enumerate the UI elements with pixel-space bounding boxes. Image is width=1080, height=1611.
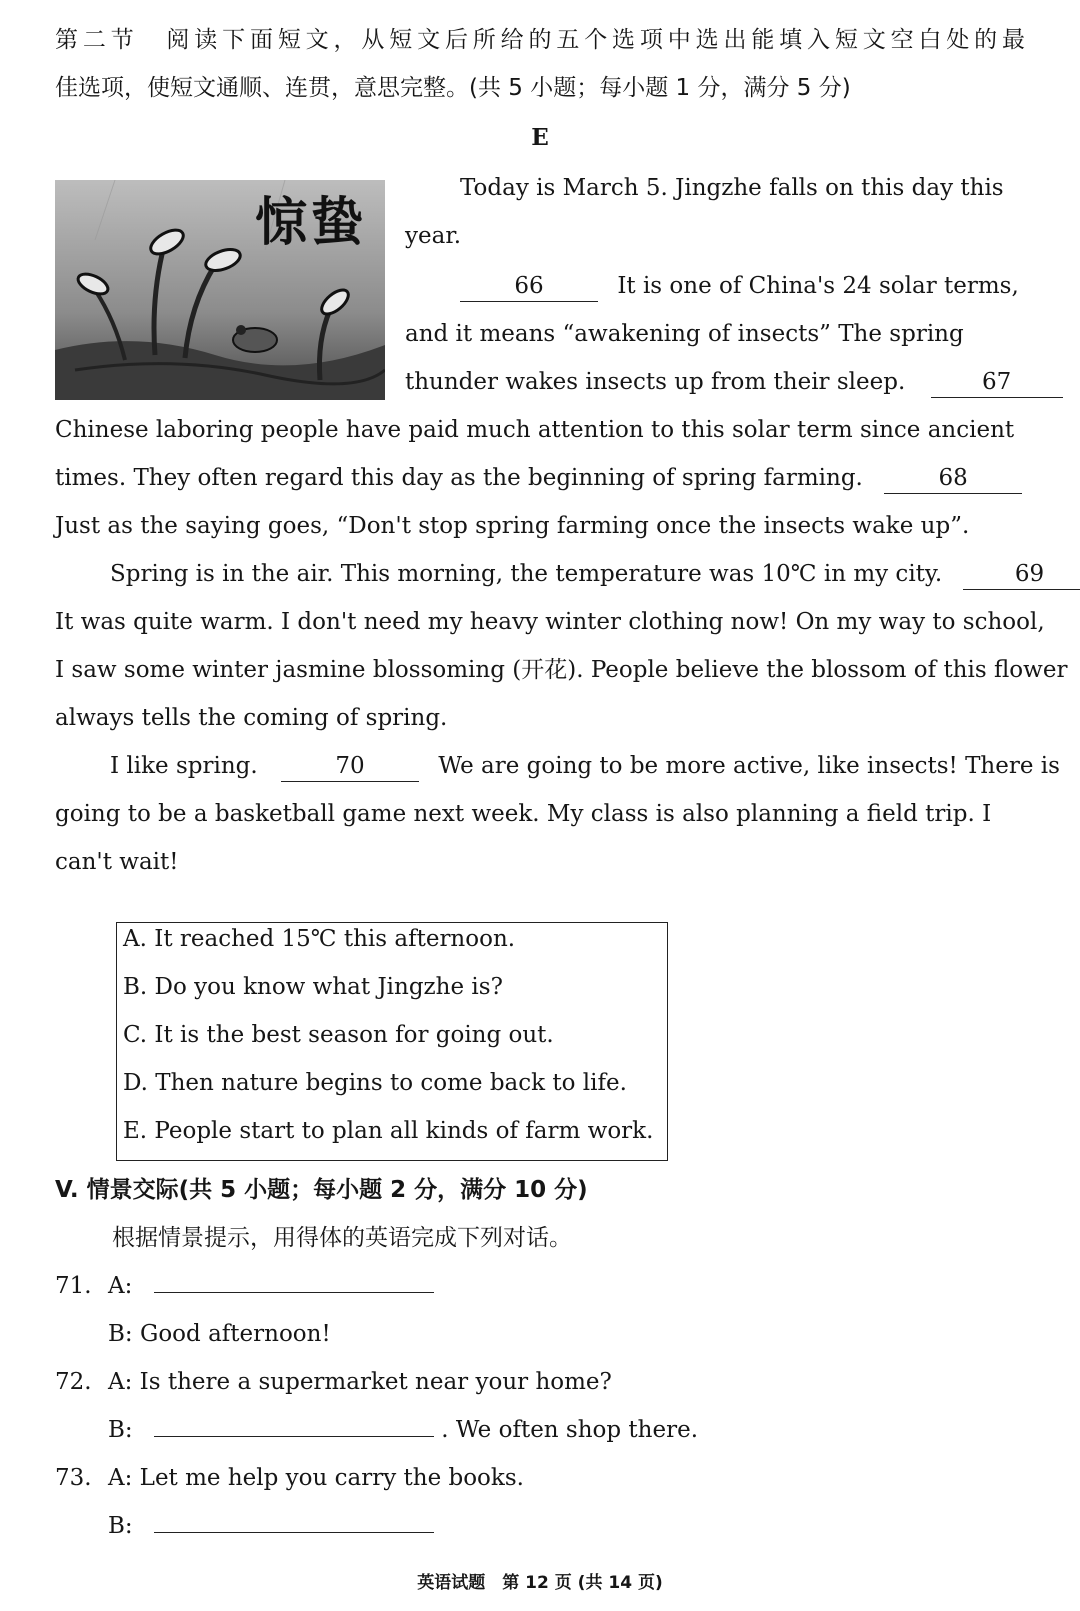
q73-line-b — [108, 1502, 608, 1550]
blank-70[interactable]: 70 — [281, 751, 419, 782]
passage-line-7-text: times. They often regard this day as the beginning of spring farming. — [55, 465, 863, 491]
q73-number: 73. — [55, 1465, 92, 1491]
part5-instruction: 根据情景提示，用得体的英语完成下列对话。 — [112, 1225, 572, 1251]
illustration-title: 惊蛰 — [255, 192, 368, 253]
passage-line-2: year. — [405, 223, 462, 249]
option-b[interactable]: B. Do you know what Jingzhe is? — [123, 974, 503, 1000]
q72-answer-blank[interactable] — [154, 1436, 434, 1437]
section-instruction-line1: 第二节 阅读下面短文，从短文后所给的五个选项中选出能填入短文空白处的最 — [55, 27, 1025, 53]
q73-line-a: A: Let me help you carry the books. — [108, 1465, 524, 1491]
option-a[interactable]: A. It reached 15℃ this afternoon. — [123, 926, 516, 952]
q72-line-b — [108, 1406, 808, 1454]
q72-speaker-b: B: — [108, 1417, 133, 1443]
passage-line-4: and it means “awakening of insects” The spring — [405, 321, 964, 347]
option-e[interactable]: E. People start to plan all kinds of farm work. — [123, 1118, 654, 1144]
passage-line-3 — [405, 262, 1025, 310]
passage-line-3-text: It is one of China's 24 solar terms, — [617, 273, 1019, 299]
passage-line-9 — [55, 550, 1045, 598]
options-box — [116, 922, 668, 1161]
option-d[interactable]: D. Then nature begins to come back to life. — [123, 1070, 627, 1096]
page-footer: 英语试题 第 12 页 (共 14 页) — [417, 1573, 663, 1593]
passage-line-11: I saw some winter jasmine blossoming (开花). People believe the blossom of this flower — [55, 657, 1068, 683]
section-instruction-line2: 佳选项，使短文通顺、连贯，意思完整。(共 5 小题；每小题 1 分，满分 5 分) — [55, 75, 851, 101]
passage-line-1: Today is March 5. Jingzhe falls on this day this — [460, 175, 1004, 201]
part5-heading: V. 情景交际(共 5 小题；每小题 2 分，满分 10 分) — [55, 1177, 588, 1203]
q72-line-b-tail: . We often shop there. — [441, 1417, 699, 1443]
passage-line-5 — [405, 358, 1025, 406]
q71-answer-blank[interactable] — [154, 1292, 434, 1293]
q71-number: 71. — [55, 1273, 92, 1299]
passage-line-13b: We are going to be more active, like insects! There is — [438, 753, 1060, 779]
passage-line-14: going to be a basketball game next week. My class is also planning a field trip. I — [55, 801, 992, 827]
passage-line-6: Chinese laboring people have paid much attention to this solar term since ancient — [55, 417, 1015, 443]
blank-67[interactable]: 67 — [931, 367, 1063, 398]
passage-line-7 — [55, 454, 1025, 502]
jingzhe-illustration — [55, 180, 385, 400]
q73-answer-blank[interactable] — [154, 1532, 434, 1533]
q71-line-a — [108, 1262, 608, 1310]
passage-line-12: always tells the coming of spring. — [55, 705, 448, 731]
passage-line-13a: I like spring. — [110, 753, 258, 779]
q73-speaker-b: B: — [108, 1513, 133, 1539]
q72-line-a: A: Is there a supermarket near your home? — [108, 1369, 612, 1395]
passage-line-8: Just as the saying goes, “Don't stop spring farming once the insects wake up”. — [55, 513, 970, 539]
q71-speaker-a: A: — [108, 1273, 133, 1299]
q71-line-b: B: Good afternoon! — [108, 1321, 331, 1347]
blank-66[interactable]: 66 — [460, 271, 598, 302]
passage-letter: E — [531, 124, 549, 151]
passage-line-10: It was quite warm. I don't need my heavy winter clothing now! On my way to school, — [55, 609, 1045, 635]
passage-line-13 — [55, 742, 1060, 790]
passage-line-15: can't wait! — [55, 849, 179, 875]
blank-69[interactable]: 69 — [963, 559, 1080, 590]
blank-68[interactable]: 68 — [884, 463, 1022, 494]
option-c[interactable]: C. It is the best season for going out. — [123, 1022, 554, 1048]
passage-line-9-text: Spring is in the air. This morning, the temperature was 10℃ in my city. — [110, 561, 943, 587]
q72-number: 72. — [55, 1369, 92, 1395]
passage-line-5-text: thunder wakes insects up from their sleep. — [405, 369, 906, 395]
